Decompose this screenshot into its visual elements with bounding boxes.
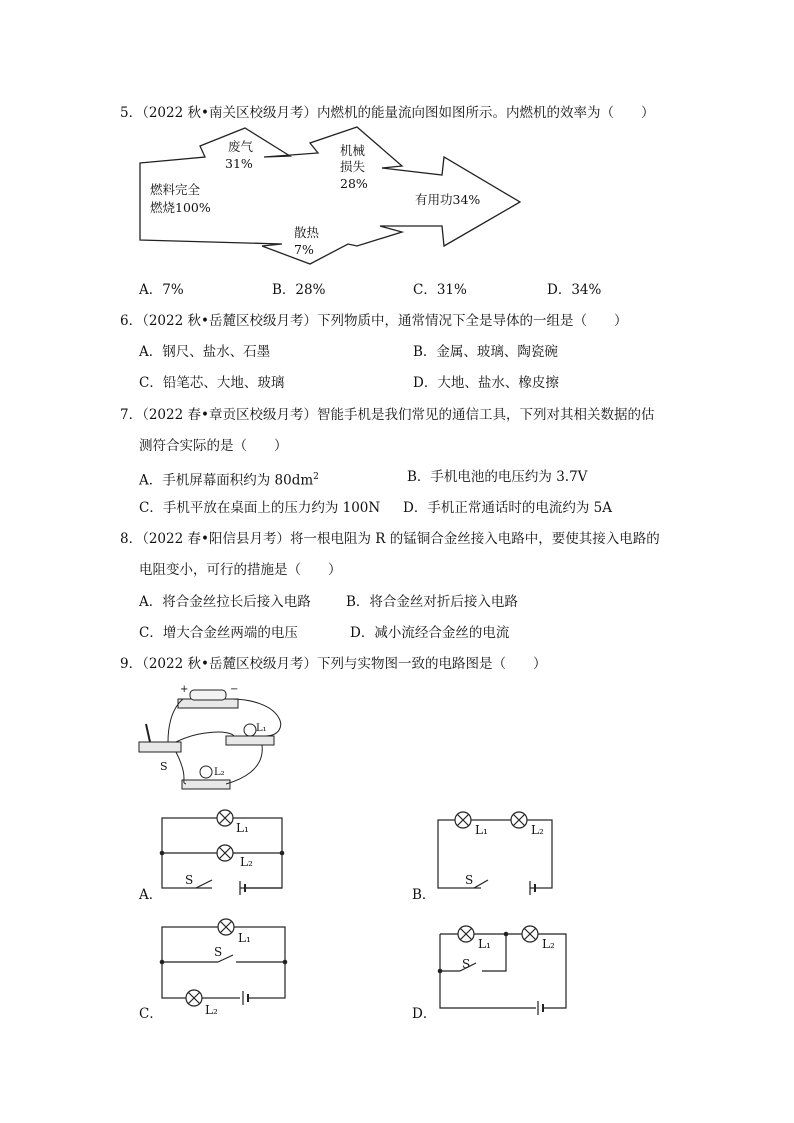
q5-option-d[interactable]: D．34% bbox=[547, 282, 602, 298]
q5-option-c[interactable]: C．31% bbox=[413, 282, 467, 298]
q8-option-d[interactable]: D．减小流经合金丝的电流 bbox=[350, 625, 510, 641]
waste-gas-label: 废气 bbox=[228, 139, 254, 154]
q7-option-b[interactable]: B．手机电池的电压约为 3.7V bbox=[407, 469, 588, 485]
circuit-d-lamp2-label: L₂ bbox=[542, 937, 555, 951]
heat-loss-percent: 7% bbox=[294, 242, 314, 257]
waste-gas-percent: 31% bbox=[225, 156, 253, 171]
circuit-d-switch-branch bbox=[440, 934, 506, 971]
q7-option-a-text: A．手机屏幕面积约为 80dm bbox=[139, 472, 314, 489]
circuit-a-lamp1-label: L₁ bbox=[236, 821, 249, 835]
question-6-stem: 6．（2022 秋•岳麓区校级月考）下列物质中，通常情况下全是导体的一组是（ ） bbox=[120, 313, 628, 329]
circuit-d-lamp1-label: L₁ bbox=[478, 937, 491, 951]
q7-option-a-superscript: 2 bbox=[313, 472, 319, 482]
heat-loss-label: 散热 bbox=[294, 225, 320, 240]
q8-option-b[interactable]: B．将合金丝对折后接入电路 bbox=[346, 594, 518, 610]
q5-option-b[interactable]: B．28% bbox=[272, 282, 326, 298]
q5-option-a[interactable]: A．7% bbox=[139, 282, 184, 298]
fuel-label-line1: 燃料完全 bbox=[150, 182, 201, 197]
q6-option-b[interactable]: B．金属、玻璃、陶瓷碗 bbox=[413, 344, 558, 360]
q6-option-a[interactable]: A．钢尺、盐水、石墨 bbox=[139, 344, 271, 360]
lamp1-label: L₁ bbox=[256, 723, 267, 734]
question-8-stem-line1: 8．（2022 春•阳信县月考）将一根电阻为 R 的锰铜合金丝接入电路中，要使其接入电路的 bbox=[120, 531, 660, 547]
mechanical-loss-percent: 28% bbox=[340, 176, 368, 191]
circuit-a-lamp2-label: L₂ bbox=[240, 855, 253, 869]
circuit-d-junction-left bbox=[438, 969, 443, 974]
circuit-c-lamp1-label: L₁ bbox=[238, 931, 251, 945]
q9-option-c[interactable]: C． bbox=[139, 1006, 163, 1022]
lamp2-label: L₂ bbox=[214, 767, 225, 778]
q8-option-a[interactable]: A．将合金丝拉长后接入电路 bbox=[139, 594, 311, 610]
mechanical-loss-label-line1: 机械 bbox=[340, 143, 366, 158]
q9-option-d[interactable]: D． bbox=[412, 1006, 437, 1022]
switch-label: S bbox=[160, 760, 168, 773]
circuit-b-switch-label: S bbox=[465, 873, 474, 887]
circuit-b-lamp1-label: L₁ bbox=[475, 823, 488, 837]
question-9-stem: 9．（2022 秋•岳麓区校级月考）下列与实物图一致的电路图是（ ） bbox=[120, 656, 547, 672]
mechanical-loss-label-line2: 损失 bbox=[340, 159, 366, 174]
battery-plus-sign: + bbox=[180, 684, 189, 695]
q9-option-b[interactable]: B． bbox=[412, 887, 436, 903]
q9-option-a[interactable]: A． bbox=[139, 887, 163, 903]
q7-option-d[interactable]: D．手机正常通话时的电流约为 5A bbox=[403, 500, 612, 516]
q6-option-c[interactable]: C．铅笔芯、大地、玻璃 bbox=[139, 375, 285, 391]
circuit-c-switch-label: S bbox=[214, 945, 223, 959]
question-8-stem-line2: 电阻变小，可行的措施是（ ） bbox=[139, 562, 342, 578]
circuit-c-lamp2-label: L₂ bbox=[205, 1003, 218, 1017]
circuit-b-lamp2-label: L₂ bbox=[531, 823, 544, 837]
question-5-stem: 5．（2022 秋•南关区校级月考）内燃机的能量流向图如图所示。内燃机的效率为（ ） bbox=[120, 105, 655, 121]
battery-minus-sign: − bbox=[230, 684, 239, 695]
circuit-d-junction-top bbox=[504, 932, 509, 937]
q7-option-c[interactable]: C．手机平放在桌面上的压力约为 100N bbox=[139, 500, 381, 516]
circuit-d-switch-label: S bbox=[462, 957, 471, 971]
circuit-a-switch-label: S bbox=[185, 873, 194, 887]
fuel-label-line2: 燃烧100% bbox=[150, 200, 211, 215]
q8-option-c[interactable]: C．增大合金丝两端的电压 bbox=[139, 625, 298, 641]
useful-work-label: 有用功34% bbox=[415, 192, 481, 207]
question-7-stem-line2: 测符合实际的是（ ） bbox=[139, 438, 288, 454]
q6-option-d[interactable]: D．大地、盐水、橡皮擦 bbox=[413, 375, 559, 391]
question-7-stem-line1: 7．（2022 春•章贡区校级月考）智能手机是我们常见的通信工具，下列对其相关数据的估 bbox=[120, 407, 655, 423]
